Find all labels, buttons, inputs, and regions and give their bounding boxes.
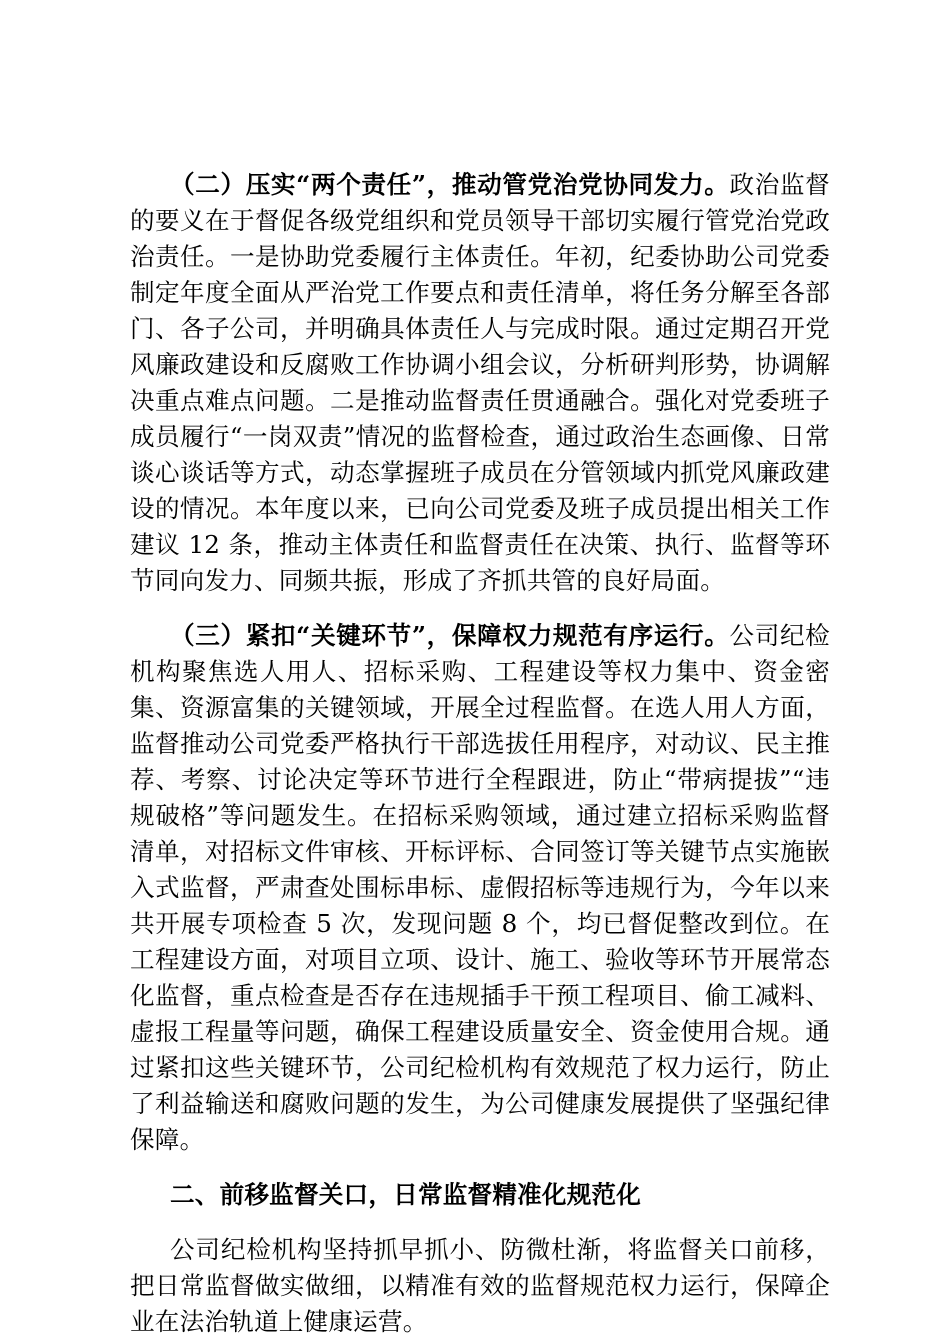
paragraph-closing: 公司纪检机构坚持抓早抓小、防微杜渐，将监督关口前移，把日常监督做实做细，以精准有效的监督规范权力运行，保障企业在法治轨道上健康运营。 — [130, 1235, 830, 1336]
section-heading: 二、前移监督关口，日常监督精准化规范化 — [170, 1180, 642, 1209]
paragraph-lead-heading: （三）紧扣“关键环节”，保障权力规范有序运行。 — [170, 621, 730, 650]
document-body — [130, 167, 830, 1340]
paragraph-lead-heading: （二）压实“两个责任”，推动管党治党协同发力。 — [170, 170, 730, 199]
paragraph-text: 政治监督的要义在于督促各级党组织和党员领导干部切实履行管党治党政治责任。一是协助党委履行主体责任。年初，纪委协助公司党委制定年度全面从严治党工作要点和责任清单，将任务分解至各部门、各子公司，并明确具体责任人与完成时限。通过定期召开党风廉政建设和反腐败工作协调小组会议，分析研判形势，协调解决重点难点问题。二是推动监督责任贯通融合。强化对党委班子成员履行“一岗双责”情况的监督检查，通过政治生态画像、日常谈心谈话等方式，动态掌握班子成员在分管领域内抓党风廉政建设的情况。本年度以来，已向公司党委及班子成员提出相关工作建议 12 条，推动主体责任和监督责任在决策、执行、监督等环节同向发力、同频共振，形成了齐抓共管的良好局面。 — [130, 170, 830, 595]
paragraph-key-links — [130, 618, 830, 1158]
paragraph-text: 公司纪检机构聚焦选人用人、招标采购、工程建设等权力集中、资金密集、资源富集的关键领域，开展全过程监督。在选人用人方面，监督推动公司党委严格执行干部选拔任用程序，对动议、民主推荐、考察、讨论决定等环节进行全程跟进，防止“带病提拔”“违规破格”等问题发生。在招标采购领域，通过建立招标采购监督清单，对招标文件审核、开标评标、合同签订等关键节点实施嵌入式监督，严肃查处围标串标、虚假招标等违规行为，今年以来共开展专项检查 5 次，发现问题 8 个，均已督促整改到位。在工程建设方面，对项目立项、设计、施工、验收等环节开展常态化监督，重点检查是否存在违规插手干预工程项目、偷工减料、虚报工程量等问题，确保工程建设质量安全、资金使用合规。通过紧扣这些关键环节，公司纪检机构有效规范了权力运行，防止了利益输送和腐败问题的发生，为公司健康发展提供了坚强纪律保障。 — [130, 621, 830, 1154]
paragraph-two-responsibilities — [130, 167, 830, 599]
